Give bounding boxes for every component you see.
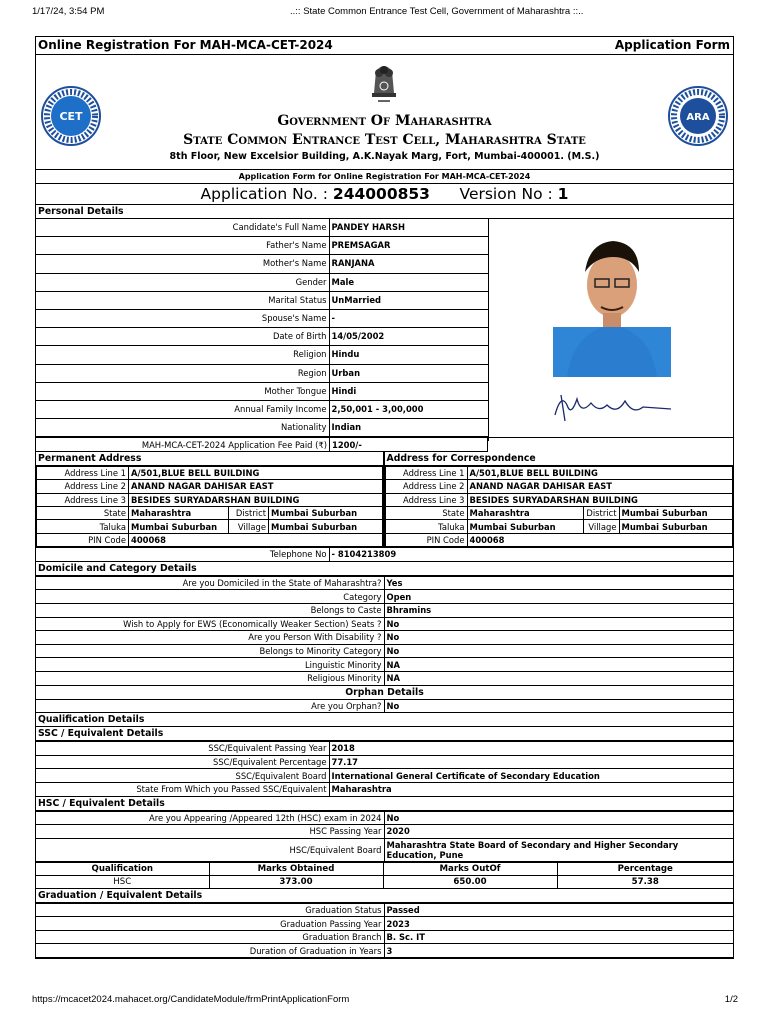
marks-qualification: HSC: [36, 875, 209, 888]
personal-detail-label: Nationality: [36, 419, 329, 437]
perm-village-label: Village: [229, 520, 269, 533]
marks-header-row: [36, 862, 733, 875]
personal-detail-value: Male: [329, 273, 488, 291]
ssc-heading: SSC / Equivalent Details: [36, 727, 733, 741]
personal-detail-row: [36, 219, 488, 237]
personal-detail-value: 14/05/2002: [329, 328, 488, 346]
domicile-detail-value: No: [384, 617, 733, 631]
personal-detail-value: RANJANA: [329, 255, 488, 273]
fee-row: [36, 438, 488, 452]
corr-village-value: Mumbai Suburban: [619, 520, 733, 533]
corr-village-label: Village: [583, 520, 619, 533]
header-banner: [36, 55, 733, 170]
hsc-detail-label: Are you Appearing /Appeared 12th (HSC) exam in 2024: [36, 811, 384, 825]
print-page-number: 1/2: [724, 994, 738, 1005]
correspondence-address-heading: Address for Correspondence: [385, 452, 734, 466]
perm-taluka-value: Mumbai Suburban: [129, 520, 229, 533]
graduation-detail-label: Graduation Branch: [36, 930, 384, 944]
graduation-detail-row: [36, 903, 733, 917]
graduation-detail-value: B. Sc. IT: [384, 930, 733, 944]
perm-pin-label: PIN Code: [37, 533, 129, 546]
personal-detail-row: [36, 255, 488, 273]
fee-value: 1200/-: [330, 438, 488, 451]
application-number-line: [36, 184, 733, 205]
corr-pin-value: 400068: [467, 533, 733, 546]
candidate-signature: [547, 385, 677, 429]
domicile-detail-label: Are you Domiciled in the State of Maharashtra?: [36, 576, 384, 590]
corr-taluka-label: Taluka: [385, 520, 467, 533]
version-value: 1: [557, 185, 569, 203]
personal-detail-row: [36, 309, 488, 327]
personal-details: [36, 219, 733, 438]
telephone-row: [36, 548, 733, 562]
form-titlebar: [36, 37, 733, 55]
perm-line2-value: ANAND NAGAR DAHISAR EAST: [129, 480, 383, 493]
graduation-heading: Graduation / Equivalent Details: [36, 889, 733, 903]
personal-detail-value: Hindu: [329, 346, 488, 364]
graduation-detail-value: 3: [384, 944, 733, 958]
marks-header-obtained: Marks Obtained: [209, 862, 383, 875]
marks-header-qualification: Qualification: [36, 862, 209, 875]
graduation-detail-row: [36, 917, 733, 931]
candidate-photo: [553, 227, 671, 377]
graduation-table: [36, 903, 733, 958]
marks-header-outof: Marks OutOf: [383, 862, 557, 875]
domicile-detail-label: Category: [36, 590, 384, 604]
print-datetime: 1/17/24, 3:54 PM: [32, 6, 105, 17]
ssc-detail-label: SSC/Equivalent Percentage: [36, 755, 329, 769]
marks-obtained: 373.00: [209, 875, 383, 888]
ssc-detail-label: SSC/Equivalent Passing Year: [36, 742, 329, 756]
personal-detail-row: [36, 328, 488, 346]
personal-detail-label: Religion: [36, 346, 329, 364]
corr-line2-label: Address Line 2: [385, 480, 467, 493]
personal-detail-row: [36, 346, 488, 364]
print-footer: [0, 992, 768, 1012]
ssc-detail-label: State From Which you Passed SSC/Equivalent: [36, 782, 329, 796]
domicile-detail-row: [36, 576, 733, 590]
telephone-value: - 8104213809: [329, 548, 733, 561]
ssc-detail-row: [36, 769, 733, 783]
domicile-detail-row: [36, 631, 733, 645]
personal-detail-label: Date of Birth: [36, 328, 329, 346]
orphan-label: Are you Orphan?: [36, 700, 384, 713]
personal-detail-value: Urban: [329, 364, 488, 382]
ssc-detail-value: Maharashtra: [329, 782, 733, 796]
ssc-detail-row: [36, 755, 733, 769]
perm-line2-label: Address Line 2: [37, 480, 129, 493]
personal-detail-row: [36, 382, 488, 400]
hsc-detail-value: No: [384, 811, 733, 825]
personal-detail-value: 2,50,001 - 3,00,000: [329, 400, 488, 418]
personal-details-table: [36, 219, 488, 437]
hsc-board-label: HSC/Equivalent Board: [36, 838, 384, 861]
personal-detail-value: -: [329, 309, 488, 327]
personal-detail-label: Marital Status: [36, 291, 329, 309]
domicile-detail-row: [36, 658, 733, 672]
ssc-table: [36, 741, 733, 796]
personal-detail-value: PREMSAGAR: [329, 237, 488, 255]
domicile-detail-value: Bhramins: [384, 603, 733, 617]
corr-line1-label: Address Line 1: [385, 466, 467, 479]
personal-detail-row: [36, 364, 488, 382]
form-type: Application Form: [614, 38, 730, 52]
personal-detail-value: Indian: [329, 419, 488, 437]
corr-district-value: Mumbai Suburban: [619, 507, 733, 520]
perm-pin-value: 400068: [129, 533, 383, 546]
qualification-heading: Qualification Details: [36, 713, 733, 727]
marks-data-row: [36, 875, 733, 888]
cell-title: State Common Entrance Test Cell, Maharashtra State: [183, 132, 586, 148]
marks-table: [36, 862, 733, 889]
svg-text:CET: CET: [59, 110, 83, 123]
personal-detail-row: [36, 291, 488, 309]
personal-detail-row: [36, 419, 488, 437]
print-header: [0, 2, 768, 22]
graduation-detail-row: [36, 930, 733, 944]
ssc-detail-value: International General Certificate of Secondary Education: [329, 769, 733, 783]
personal-detail-value: UnMarried: [329, 291, 488, 309]
graduation-detail-label: Graduation Passing Year: [36, 917, 384, 931]
telephone-label: Telephone No: [36, 548, 329, 561]
graduation-detail-label: Duration of Graduation in Years: [36, 944, 384, 958]
print-page-title: ..:: State Common Entrance Test Cell, Government of Maharashtra ::..: [290, 6, 584, 17]
form-subtitle: Application Form for Online Registration For MAH-MCA-CET-2024: [36, 170, 733, 184]
address-section: [36, 452, 733, 548]
permanent-address: [36, 452, 385, 547]
photo-signature-cell: [488, 219, 733, 441]
hsc-detail-row: [36, 811, 733, 825]
perm-line1-label: Address Line 1: [37, 466, 129, 479]
personal-detail-row: [36, 273, 488, 291]
corr-line3-value: BESIDES SURYADARSHAN BUILDING: [467, 493, 733, 506]
correspondence-address: [385, 452, 734, 547]
fee-label: MAH-MCA-CET-2024 Application Fee Paid (₹): [36, 438, 330, 451]
personal-detail-label: Father's Name: [36, 237, 329, 255]
personal-detail-label: Spouse's Name: [36, 309, 329, 327]
perm-district-label: District: [229, 507, 269, 520]
perm-line3-label: Address Line 3: [37, 493, 129, 506]
personal-detail-label: Mother Tongue: [36, 382, 329, 400]
perm-state-value: Maharashtra: [129, 507, 229, 520]
corr-state-label: State: [385, 507, 467, 520]
version-label: Version No :: [459, 185, 553, 203]
ssc-detail-label: SSC/Equivalent Board: [36, 769, 329, 783]
hsc-detail-row: [36, 825, 733, 839]
domicile-detail-value: No: [384, 631, 733, 645]
graduation-detail-label: Graduation Status: [36, 903, 384, 917]
hsc-table: [36, 811, 733, 862]
corr-taluka-value: Mumbai Suburban: [467, 520, 583, 533]
permanent-address-heading: Permanent Address: [36, 452, 383, 466]
marks-outof: 650.00: [383, 875, 557, 888]
marks-header-percentage: Percentage: [557, 862, 733, 875]
domicile-detail-value: NA: [384, 658, 733, 672]
hsc-board-value-line1: Maharashtra State Board of Secondary and Higher Secondary: [386, 839, 679, 850]
ssc-detail-row: [36, 742, 733, 756]
application-no-value: 244000853: [332, 185, 430, 203]
domicile-detail-row: [36, 644, 733, 658]
svg-text:ARA: ARA: [686, 112, 710, 123]
domicile-detail-label: Religious Minority: [36, 671, 384, 685]
personal-detail-label: Mother's Name: [36, 255, 329, 273]
ssc-detail-row: [36, 782, 733, 796]
personal-detail-value: Hindi: [329, 382, 488, 400]
marks-percentage: 57.38: [557, 875, 733, 888]
perm-village-value: Mumbai Suburban: [269, 520, 383, 533]
domicile-detail-label: Linguistic Minority: [36, 658, 384, 672]
orphan-value: No: [384, 700, 733, 713]
orphan-table: [36, 700, 733, 714]
graduation-detail-value: Passed: [384, 903, 733, 917]
orphan-heading: Orphan Details: [36, 686, 733, 700]
corr-line1-value: A/501,BLUE BELL BUILDING: [467, 466, 733, 479]
domicile-detail-value: Open: [384, 590, 733, 604]
domicile-detail-row: [36, 617, 733, 631]
corr-district-label: District: [583, 507, 619, 520]
hsc-detail-value: 2020: [384, 825, 733, 839]
personal-detail-label: Annual Family Income: [36, 400, 329, 418]
personal-detail-row: [36, 237, 488, 255]
personal-detail-label: Region: [36, 364, 329, 382]
hsc-detail-label: HSC Passing Year: [36, 825, 384, 839]
application-form: [35, 36, 734, 959]
personal-detail-label: Candidate's Full Name: [36, 219, 329, 237]
hsc-board-value: [384, 838, 733, 861]
perm-state-label: State: [37, 507, 129, 520]
domicile-detail-value: No: [384, 644, 733, 658]
domicile-detail-row: [36, 671, 733, 685]
domicile-detail-label: Wish to Apply for EWS (Economically Weaker Section) Seats ?: [36, 617, 384, 631]
ssc-detail-value: 77.17: [329, 755, 733, 769]
hsc-heading: HSC / Equivalent Details: [36, 797, 733, 811]
corr-line2-value: ANAND NAGAR DAHISAR EAST: [467, 480, 733, 493]
graduation-detail-row: [36, 944, 733, 958]
personal-detail-value: PANDEY HARSH: [329, 219, 488, 237]
hsc-board-value-line2: Education, Pune: [386, 849, 464, 860]
corr-pin-label: PIN Code: [385, 533, 467, 546]
domicile-heading: Domicile and Category Details: [36, 562, 733, 576]
personal-detail-label: Gender: [36, 273, 329, 291]
form-title: Online Registration For MAH-MCA-CET-2024: [38, 38, 333, 52]
domicile-detail-label: Belongs to Caste: [36, 603, 384, 617]
cell-address: 8th Floor, New Excelsior Building, A.K.Nayak Marg, Fort, Mumbai-400001. (M.S.): [169, 151, 600, 162]
domicile-detail-row: [36, 603, 733, 617]
national-emblem-icon: [366, 59, 402, 107]
domicile-detail-label: Are you Person With Disability ?: [36, 631, 384, 645]
domicile-detail-label: Belongs to Minority Category: [36, 644, 384, 658]
perm-district-value: Mumbai Suburban: [269, 507, 383, 520]
perm-line3-value: BESIDES SURYADARSHAN BUILDING: [129, 493, 383, 506]
domicile-detail-value: Yes: [384, 576, 733, 590]
perm-taluka-label: Taluka: [37, 520, 129, 533]
corr-line3-label: Address Line 3: [385, 493, 467, 506]
ssc-detail-value: 2018: [329, 742, 733, 756]
domicile-detail-value: NA: [384, 671, 733, 685]
government-title: Government Of Maharashtra: [277, 113, 492, 129]
perm-line1-value: A/501,BLUE BELL BUILDING: [129, 466, 383, 479]
corr-state-value: Maharashtra: [467, 507, 583, 520]
domicile-detail-row: [36, 590, 733, 604]
graduation-detail-value: 2023: [384, 917, 733, 931]
personal-detail-row: [36, 400, 488, 418]
application-no-label: Application No. :: [200, 185, 328, 203]
domicile-table: [36, 576, 733, 686]
print-url: https://mcacet2024.mahacet.org/CandidateModule/frmPrintApplicationForm: [32, 994, 350, 1005]
personal-details-heading: Personal Details: [36, 205, 733, 219]
